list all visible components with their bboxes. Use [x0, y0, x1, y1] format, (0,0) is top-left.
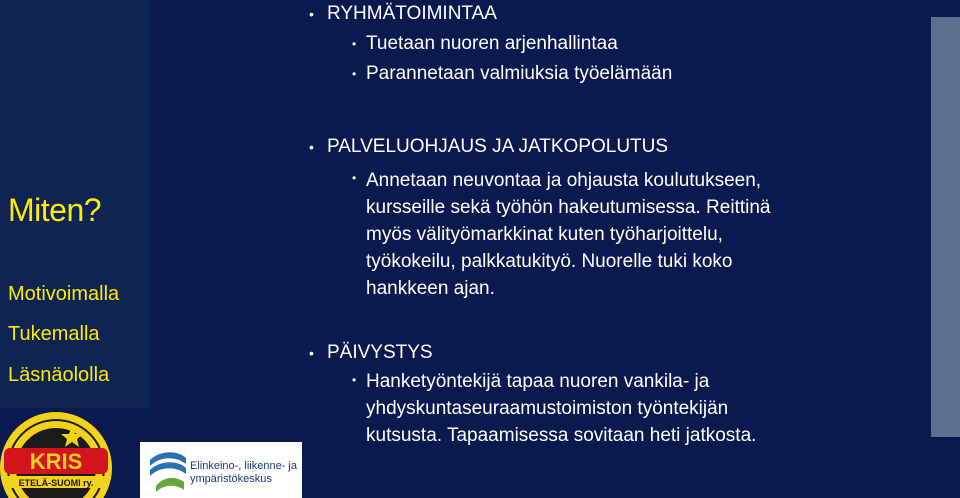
bullet-icon: • — [309, 6, 314, 22]
ely-logo-line1: Elinkeino-, liikenne- ja — [190, 460, 297, 472]
ely-logo — [140, 442, 302, 498]
kris-logo-subtitle: ETELÄ-SUOMI ry. — [18, 478, 94, 488]
bullet-icon: • — [309, 345, 314, 361]
paivystys-paragraph: Hanketyöntekijä tapaa nuoren vankila- ja yhdyskuntaseuraamustoimiston työntekijän kutsusta. Tapaamisessa sovitaan heti jatkosta. — [366, 371, 757, 446]
side-word-lasnaololla: Läsnäololla — [8, 364, 110, 386]
bullet-icon: • — [352, 171, 357, 185]
ely-emblem-icon — [146, 446, 190, 494]
bullet-icon: • — [309, 139, 314, 155]
kris-logo-name: KRIS — [29, 449, 83, 474]
palvelu-paragraph: Annetaan neuvontaa ja ohjausta koulutukseen, kursseille sekä työhön hakeutumisessa. Reittinä myös välityömarkkinat kuten työharjoittelu, työkokeilu, palkkatukityö. Nuorelle tuki koko hankkeen ajan. — [366, 170, 771, 299]
ely-logo-line2: ympäristökeskus — [190, 473, 272, 485]
bullet-icon: • — [352, 37, 357, 51]
side-word-motivoimalla: Motivoimalla — [8, 283, 120, 305]
bullet-icon: • — [352, 373, 357, 387]
side-heading: Miten? — [8, 192, 102, 228]
side-word-tukemalla: Tukemalla — [8, 323, 100, 345]
slide-content: • RYHMÄTOIMINTAA • Tuetaan nuoren arjenhallintaa • Parannetaan valmiuksia työelämään • PALVELUOHJAUS JA JATKOPOLUTUS • Annetaan neuvontaa ja ohjausta koulutukseen, kursseille sekä työhön hakeutumisessa. Reittinä myös välityömarkkinat kuten työharjoittelu, työkokeilu, palkkatukityö. Nuorelle tuki koko hankkeen ajan. • PÄIVYSTYS • Hanketyöntekijä tapaa nuoren vankila- ja yhdyskuntaseuraamustoimiston työntekijän kutsusta. Tapaamisessa sovitaan heti jatkosta. — [0, 0, 930, 498]
kris-logo — [0, 412, 112, 498]
right-strip — [931, 17, 960, 437]
bullet-icon: • — [352, 67, 357, 81]
